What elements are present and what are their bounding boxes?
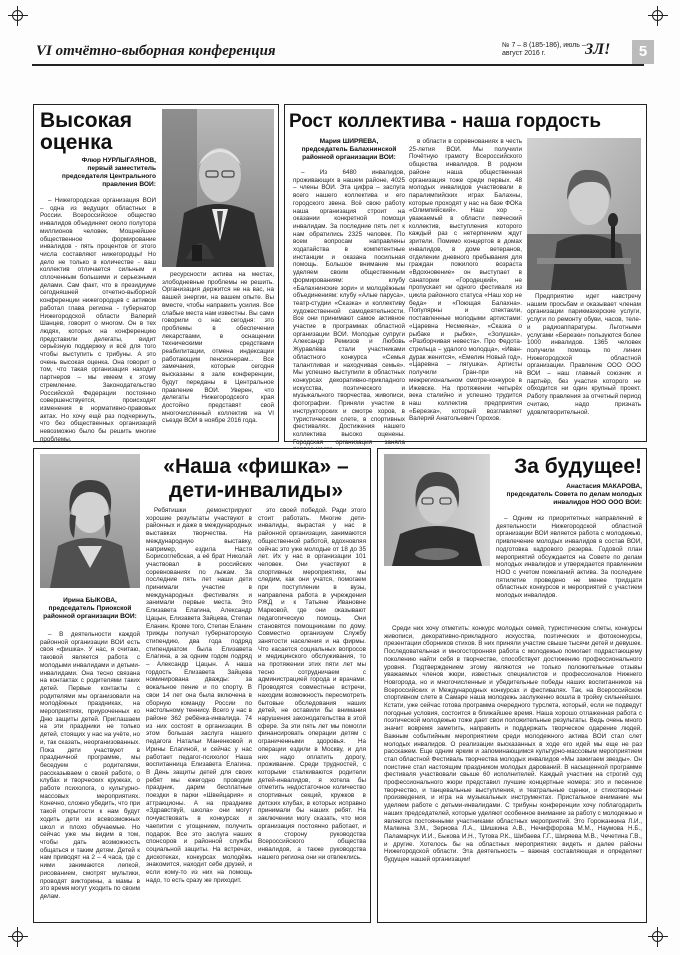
photo-makarova (384, 454, 490, 566)
photo-nurlygayanov (162, 109, 274, 267)
article-text-col3 (258, 507, 366, 919)
byline-name: Флюр НУРЛЫГАЯНОВ, (81, 157, 156, 164)
article-text-col1 (40, 631, 140, 919)
article-byline (40, 597, 140, 621)
photo-caption (527, 293, 641, 437)
paragraph: это своей победой. Ради этого стоит работать. Многие дети-инвалиды, вырастая у нас в районной организации, занимаются общественной работой, вдохновляя сейчас это уже молодые от 18 до 35 лет. Их у нас в организации 101 человек. Они участвуют в спортивных мероприятиях, мы следим, как они учатся, помогаем при поступлении в вузы, направлена работа в учреждения РЖД и к Татьяне Ивановне Марковой, где они оказывают педагогическую помощь. Они становятся помощниками по дому. Совместно организуем Службу занятости населения и на фирмы. Что касается социальных вопросов и медицинского обслуживания, то на протяжении этих пяти лет мы тесно сотрудничаем с администрацией города и врачами. Проводятся совместные встречи, находим возможность пересмотреть бытовые обследования наших детей, не оставили бы внимания нарушения законодательства в этой сфере. За эти пять лет мы помогли финансировать операции детям с ограниченными здоровья. На операции ездили в Москву, и для них надо оплатить дорогу, проживание. Среди трудностей, с которыми сталкиваются родители детей-инвалидов, я хотела бы отметить недостаточное количество спортивных секций, кружков в детских клубах, в которых исправно принимали бы наших ребят. На заключении могу сказать, что моя организация постоянно работает, и в сторону руководства Всероссийского общества инвалидов, а также руководства нашего региона они ни отвлеклись. (258, 507, 366, 861)
byline-role: первый заместитель председателя Центрального правления ВОИ: (61, 165, 156, 188)
byline-name: Ирина БЫКОВА, (63, 597, 117, 604)
article-text-col1 (293, 169, 405, 446)
paragraph: – Из 6480 инвалидов, проживающих в нашем районе, 4025 – члены ВОИ. Эта цифра – заслуга всего нашего коллектива и его городского звена. Всё свою работу наша организация строит на оказании конкретной помощи инвалидам. За последние пять лет к нам обратились 2325 человек. По всем вопросам направлены ходатайства в компетентные инстанции и оказана посильная помощь. Большое внимание мы уделяем своим общественным формированиям: клубу «Балахнинские зори» и молодёжным объединениям: клубу «Алые паруса», театр-студии «Сказка» и коллективу художественной самодеятельности. Все они принимают самое активное участие в программах областной организации ВОИ. Молодые супруги Александр Ремизов и Любовь Журавлёва стали участниками областного конкурса «Семья талантливая и находчивая семья». Мы успешно выступили в областных конкурсах декоративно-прикладного искусства, поэтического и музыкального творчества, живописи, фотографии. Приняли участие в инструкторских и смотре хоров, в туристическом слете, в спортивных фестивалях. Достижения нашего коллектива высоко оценены. Городская организация заняла (293, 169, 405, 446)
issue-info: № 7 – 8 (185-186), июль – август 2016 г. (502, 42, 586, 57)
paragraph: – Одним из приоритетных направлений в деятельности Нижегородской областной организации ВОИ является работа с молодежью, привлечение молодых инвалидов в состав ВОИ, подготовка кадрового резерва. Годовой план мероприятий обсуждается на Совете по делам молодых инвалидов и утверждается правлением НОО с учетом пожеланий актива. За последние пятилетие проведено не менее тридцати областных конкурсов и мероприятий с участием молодых инвалидов. (496, 515, 642, 600)
article-for-the-future (377, 448, 647, 923)
byline-name: Мария ШИРЯЕВА, (319, 138, 379, 145)
article-intro-text (496, 515, 642, 621)
paragraph: Ребятишки демонстрируют хорошие результаты участвуют в районных и даже в международных выставках творчества. На международную выставку, например, ездила Настя Борисоглебская, а её брат Николай участвовал в российских соревнованиях по лыжам. За последние пять лет наши дети принимали участие в международных фестивалях и занимали первые места. Это Елизавета Елагина, Александр Цацын, Елизавета Зайцева, Степан Еланин. Кроме того, Степан Еланин трижды получал губернаторскую стипендию, два года подряд стипендиатом была Елизавета Елагина, а за одним годом подряд – Александр Цацын. А наша гордость Елизавета Зайцева номинирована дважды: за вокальное пение и по спорту. В свои 14 лет она была включена в сборную команду России по настольному теннису. Всего у нас в районе 362 ребёнка-инвалида. 74 из них состоят в организации. В этом большая заслуга нашего педагога Натальи Маненковой и Ирины Елагиной, и сейчас у нас работает педагог-психолог Наша воспитанница Елизавета Елагина. В День защиты детей для своих ребят мы ежегодно проводим праздник, дарим бесплатные поездки в парки «Швейцария» и аттракционы. А на празднике «Здравствуй, школа» они могут почувствовать в конкурсах и чаепитии с угощением, получить подарок. Все это заслуга наших спонсоров и районной службы социальной защиты. На встречах, дискотеках, конкурсах молодёжь знакомится, находит себе друзей, и если кому-то из них на помощь надо, то есть сразу же приходит. (146, 507, 252, 884)
section-title: VI отчётно-выборная конференция (36, 43, 276, 59)
paragraph: – Нижегородская организация ВОИ – одна из ведущих областных в России. Всероссийское общество инвалидов объединяет около полутора миллионов человек. Мощнейшее общественное формирование инвалидов - пять процентов от этого числа составляют нижегородцы! Но дело не только в количестве - ваш коллектив отличается сильным и сплоченным большими и серьезными делами. Сам факт, что в президиуме сегодняшней отчетно-выборной конференции нижегородцев с активом работал глава региона - губернатор Нижегородской области Валерий Шанцев, говорит о многом. Он в тех людях, которых на конференцию представили делегаты, видит серьёзную поддержку и всё для того чтобы выступить с трибуны. А это очень высокая оценка. Она говорит о том, что такая организация находит партнеров – мы имеем к этому стремление. Законодательство Российской Федерации постоянно совершенствуется, происходят изменения в нормативно-правовых актах. Но хочу ещё раз подчеркнуть, что без общественных организаций невозможно было бы решить многие проблемы. (40, 197, 156, 443)
article-text-col1 (40, 197, 156, 443)
byline-name: Анастасия МАКАРОВА, (566, 483, 642, 490)
registration-mark-icon (8, 6, 28, 26)
byline-role: председатель Совета по делам молодых инвалидов НОО ООО ВОИ: (506, 491, 642, 506)
article-text-col2 (409, 138, 522, 437)
registration-mark-icon (8, 927, 28, 947)
newspaper-logo: ЗЛ! (585, 41, 611, 58)
article-headline: За будущее! (514, 455, 642, 478)
article-high-assessment (33, 104, 279, 442)
article-text-col2 (146, 507, 252, 919)
byline-role: председатель Балахнинской районной организации ВОИ: (301, 146, 397, 161)
article-byline (40, 157, 156, 189)
article-headline: Рост коллектива - наша гордость (289, 111, 602, 132)
article-headline: Высокая (40, 109, 133, 132)
paragraph: Предприятие идет навстречу нашим просьбам и оказывает членам организации парикмахерские услуги, услуги по ремонту обуви, часов, теле- и радиоаппаратуры. Льготными услугами «Березки» пользуются более 1000 инвалидов. 1365 человек получили помощь по линии Нижегородской областной организации. Правление ООО ООО ВОИ – наш главный союзник и партнёр, без участия которого не обходится ни один крупный проект. Работу правления за отчетный период считаю, надо признать удовлетворительной. (527, 293, 641, 416)
paragraph: Среди них хочу отметить: конкурс молодых семей, туристические слеты, конкурсы живописи, декоративно-прикладного искусства, поэтических и фотоконкурсы, презентации сборников стихов. В них приняли участие свыше тысячи детей и девушек. Последовательная и многосторонняя работа с молодежью помогает подрастающему поколению найти себя в творчестве, способствует достижению профессионального уровня. Подтверждением этому являются не только положительные отзывы уважаемых членов жюри, известных специалистов и профессионалов Нижнего Новгорода, но и многочисленные и убедительные победы наших воспитанников на Всероссийских и Международных конкурсах и фестивалях. Так, на Всероссийском спортивном слете в Самаре наша молодежь заслуженно вошла в тройку сильнейших. Кстати, уже сейчас готова программа очередного турслета, который, если не подведут погодные условия, состоится в ближайшее время. Наша хорошо отлаженная работа с поэтической молодежью тоже дает свои положительные результаты. Ведь очень много значит вовремя заметить, направить и поддержать творческое одарение людей. Важным событийным мероприятием среди молодежного актива ВОИ стал слет молодых инвалидов. О реализации высказанных в ходе его идей мы еще не раз расскажем. Еще одним ярким и запоминающимся культурно-массовым мероприятием стал областной Фестиваль творчества молодых инвалидов «Мы зажигаем звезды». Он поистине стал настоящим праздником молодых дарований. В насыщенной программе фестиваля участвовали свыше 60 исполнителей. Каждый участник на строгий суд профессионального жюри представил лучшие концертные номера: это и песенное творчество, и танцевальные выступления, и театральные сценки, и стихотворные произведения, и игра на музыкальных инструментах. Пристальное внимание мы уделяем работе с детьми-инвалидами. С трибуны конференции хочу поблагодарить наших председателей, которые уделяют особенное внимание за работу с молодежью и являются постоянными участниками областных мероприятий. Это Горожанкина Л.И., Малкина З.М., Зернова Л.А., Шишкина А.В., Нечиффорова М.М., Наумова Н.Б., Паламарчук И.И., Быкова И.Н., Тутова Р.К., Шибаева Г.Г., Ширяева М.В., Чечетина Г.В., и другие. Хотелось бы на областных мероприятиях видеть и далее районы Нижегородской области. Эта деятельность – важная составляющая и определяет будущее нашей организации! (384, 625, 642, 864)
photo-shiryaeva (527, 138, 641, 290)
registration-mark-icon (648, 6, 668, 26)
paragraph: – В деятельности каждой районной организации ВОИ есть своя «фишка». У нас, я считаю, таковой является работа с молодыми инвалидами и детьми-инвалидами. Она тесно связана на контактах с родителями таких детей. Первые контакты с родителями мы организовали на молодёжных праздниках, на мероприятиях, приуроченных ко Дню защиты детей. Приглашаем на эти праздники не только детей, стоящих у нас на учёте, но и, так сказать, неорганизованных. Пока дети участвуют в праздничной программе, мы беседуем с родителями, рассказываем о своей работе, о клубах и творческих кружках, о работе психолога, о культурно-массовых мероприятиях. Конечно, сложно убедить, что при такой открытости к нам будут ходить дети из всевозможных школ и плохо обучаемые. Но сейчас уже мы видим в том, чтобы дать возможность общаться и таким детям. Детей к нам приводят на 2 – 4 часа, где с ними занимаются лепкой, рисованием, смотрят мультики, проводят викторины, а мамы в это время могут уходить по своим делам. (40, 631, 141, 900)
byline-role: председатель Приокской районной организации ВОИ: (43, 605, 137, 620)
article-team-growth (284, 104, 647, 446)
article-byline (496, 483, 642, 507)
article-body-text (384, 625, 642, 919)
article-headline: оценка (40, 131, 113, 154)
article-headline: «Наша «фишка» – (163, 455, 349, 478)
paragraph: в области в соревнованиях в честь 25-летия ВОИ. Мы получили Почётную грамоту Всероссийского общества инвалидов. В родном районе наша общественная организация тоже среди первых. 48 молодых инвалидов участвовали в паралимпийских играх Балахны, которые проходят у нас на базе ФОКа «Олимпийский». Наш хор - уважаемый в области певческий коллектив, выступления которого каждый раз с нетерпением ждут зрители. Помимо концертов в домах инвалидов, в доме ветеранов, отделении дневного пребывания для граждан пожилого возраста «Вдохновение» он выступает в санатории «Городецкий», не пропускает ни одного фестиваля из цикла районного статуса «Наш хор не беда» и «Поющая Балахна». Популярны и спектакли, поставленные молодыми артистами: «Царевна Несмеяна», «Сказка о рыбаке и рыбке», «Золушка», «Разборчивая невеста». Про Федота-стрельца – удалого молодца», «Иван-дурак женится», «Емелин Новый год», «Царевна – лягушка». Артисты получили Гран-при на межрегиональном смотре-конкурсе в Ижевске. На протяжении четырёх века сталийно и успешно трудится наш коллектив предприятия «Березка», который возглавляет Валерий Анатольевич Горохов. (409, 138, 522, 423)
registration-mark-icon (648, 927, 668, 947)
page-header (32, 40, 648, 66)
article-headline: дети-инвалиды» (168, 479, 344, 502)
photo-bykova (40, 454, 140, 588)
page-number: 5 (632, 40, 654, 64)
article-byline (293, 138, 405, 162)
article-our-trademark (33, 448, 371, 923)
paragraph: ресурсности актива на местах, злободневные проблемы не решить. Организация держится не на вас, на вашей энергии, на вашем опыте. Вы вместе, чтобы направить усилия. Все слабые места нам известны. Вы сами говорили о нас сегодня: это проблемы в обеспечении лекарствами, в оснащении техническими средствами реабилитации, отмена индексации работающим пенсионерам... Все замечания, которые сегодня высказаны в зале конференции, будут переданы в Центральное правление ВОИ. Уверен, что делегаты Нижегородского края достойно представят свой многочисленный коллектив на VI съезде ВОИ в ноябре 2016 года. (162, 271, 274, 425)
article-text-col2 (162, 271, 274, 437)
